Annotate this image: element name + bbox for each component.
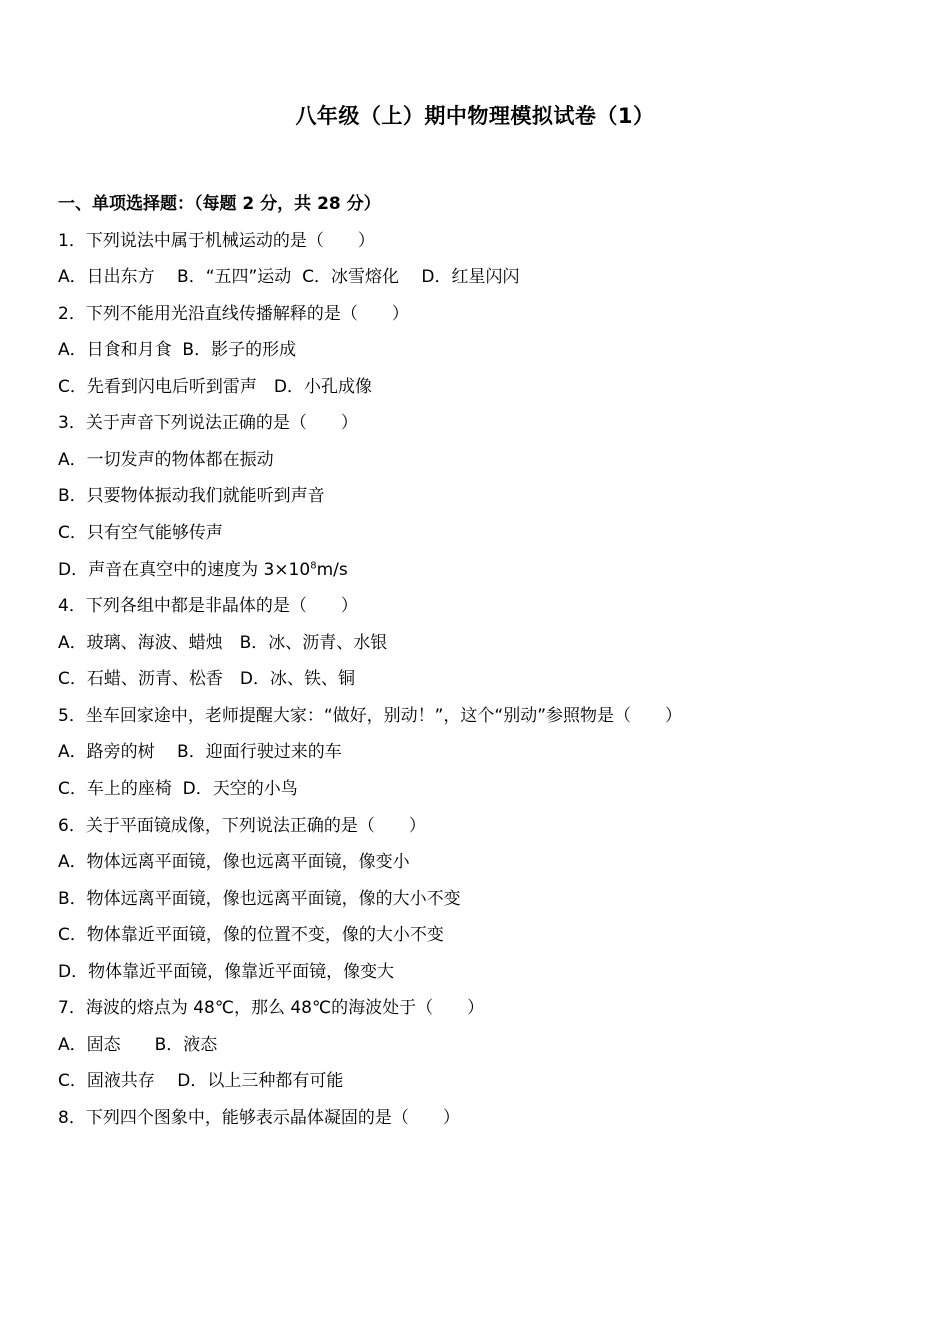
- question-7-options-cd: C．固液共存 D．以上三种都有可能: [58, 1071, 344, 1091]
- question-3-option-d: [58, 556, 348, 584]
- page-title: 八年级（上）期中物理模拟试卷（1）: [295, 104, 655, 128]
- question-6-option-d: D．物体靠近平面镜，像靠近平面镜，像变大: [58, 962, 395, 982]
- question-4-options-cd: C．石蜡、沥青、松香 D．冰、铁、铜: [58, 669, 355, 689]
- question-2: 2．下列不能用光沿直线传播解释的是（ ）: [58, 304, 409, 324]
- question-1-options: A．日出东方 B．“五四”运动 C．冰雪熔化 D．红星闪闪: [58, 267, 520, 287]
- question-4-options-ab: A．玻璃、海波、蜡烛 B．冰、沥青、水银: [58, 633, 388, 653]
- question-5-options-cd: C．车上的座椅 D．天空的小鸟: [58, 779, 298, 799]
- question-3-option-c: C．只有空气能够传声: [58, 523, 223, 543]
- question-3-option-d-text: D．声音在真空中的速度为 3×10: [58, 560, 311, 580]
- speed-exponent: 8: [310, 560, 317, 572]
- question-7-options-ab: A．固态 B．液态: [58, 1035, 218, 1055]
- question-5: 5．坐车回家途中，老师提醒大家：“做好，别动！”，这个“别动”参照物是（ ）: [58, 706, 683, 726]
- question-3-option-a: A．一切发声的物体都在振动: [58, 450, 274, 470]
- question-2-options-cd: C．先看到闪电后听到雷声 D．小孔成像: [58, 377, 372, 397]
- question-6-option-c: C．物体靠近平面镜，像的位置不变，像的大小不变: [58, 925, 444, 945]
- question-6-option-b: B．物体远离平面镜，像也远离平面镜，像的大小不变: [58, 889, 461, 909]
- section-heading: 一、单项选择题：（每题 2 分，共 28 分）: [58, 194, 381, 214]
- question-2-options-ab: A．日食和月食 B．影子的形成: [58, 340, 297, 360]
- question-5-options-ab: A．路旁的树 B．迎面行驶过来的车: [58, 742, 342, 762]
- question-8: 8．下列四个图象中，能够表示晶体凝固的是（ ）: [58, 1108, 460, 1128]
- question-3-option-b: B．只要物体振动我们就能听到声音: [58, 486, 325, 506]
- question-7: 7．海波的熔点为 48℃，那么 48℃的海波处于（ ）: [58, 998, 485, 1018]
- question-6-option-a: A．物体远离平面镜，像也远离平面镜，像变小: [58, 852, 410, 872]
- question-6: 6．关于平面镜成像，下列说法正确的是（ ）: [58, 816, 426, 836]
- question-3: 3．关于声音下列说法正确的是（ ）: [58, 413, 358, 433]
- speed-unit: m/s: [316, 560, 348, 580]
- question-1: 1．下列说法中属于机械运动的是（ ）: [58, 231, 375, 251]
- question-4: 4．下列各组中都是非晶体的是（ ）: [58, 596, 358, 616]
